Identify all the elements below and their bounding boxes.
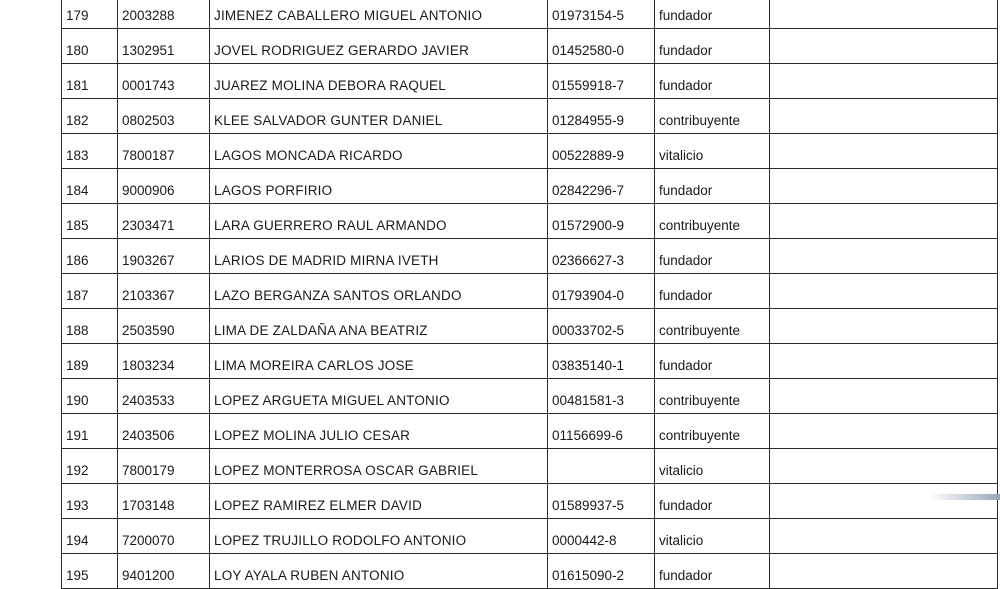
empty-cell xyxy=(770,484,998,519)
document-number: 02366627-3 xyxy=(548,239,655,274)
document-number: 01572900-9 xyxy=(548,204,655,239)
document-number: 03835140-1 xyxy=(548,344,655,379)
member-type: fundador xyxy=(655,484,770,519)
member-type: fundador xyxy=(655,29,770,64)
table-row xyxy=(62,344,998,379)
empty-cell xyxy=(770,554,998,589)
empty-cell xyxy=(770,274,998,309)
empty-cell xyxy=(770,344,998,379)
member-type: contribuyente xyxy=(655,204,770,239)
empty-cell xyxy=(770,309,998,344)
member-name: LARA GUERRERO RAUL ARMANDO xyxy=(210,204,548,239)
member-type: fundador xyxy=(655,554,770,589)
member-type: contribuyente xyxy=(655,414,770,449)
member-type: vitalicio xyxy=(655,519,770,554)
member-type: contribuyente xyxy=(655,99,770,134)
document-number: 01615090-2 xyxy=(548,554,655,589)
row-number: 187 xyxy=(62,274,118,309)
member-name: JUAREZ MOLINA DEBORA RAQUEL xyxy=(210,64,548,99)
member-name: JIMENEZ CABALLERO MIGUEL ANTONIO xyxy=(210,0,548,29)
document-number: 01589937-5 xyxy=(548,484,655,519)
row-number: 184 xyxy=(62,169,118,204)
member-code: 0001743 xyxy=(118,64,210,99)
member-code: 7800179 xyxy=(118,449,210,484)
row-number: 180 xyxy=(62,29,118,64)
row-number: 185 xyxy=(62,204,118,239)
row-number: 193 xyxy=(62,484,118,519)
member-type: fundador xyxy=(655,0,770,29)
empty-cell xyxy=(770,379,998,414)
empty-cell xyxy=(770,449,998,484)
member-code: 1703148 xyxy=(118,484,210,519)
document-number: 00481581-3 xyxy=(548,379,655,414)
empty-cell xyxy=(770,239,998,274)
document-number: 01452580-0 xyxy=(548,29,655,64)
row-number: 179 xyxy=(62,0,118,29)
member-name: JOVEL RODRIGUEZ GERARDO JAVIER xyxy=(210,29,548,64)
document-number: 00033702-5 xyxy=(548,309,655,344)
member-type: fundador xyxy=(655,274,770,309)
empty-cell xyxy=(770,204,998,239)
member-code: 2303471 xyxy=(118,204,210,239)
row-number: 195 xyxy=(62,554,118,589)
empty-cell xyxy=(770,414,998,449)
member-name: LOY AYALA RUBEN ANTONIO xyxy=(210,554,548,589)
table-row xyxy=(62,239,998,274)
table-row xyxy=(62,484,998,519)
empty-cell xyxy=(770,64,998,99)
member-table-body xyxy=(62,0,998,589)
table-row xyxy=(62,309,998,344)
member-code: 9000906 xyxy=(118,169,210,204)
table-row xyxy=(62,379,998,414)
member-name: LAGOS MONCADA RICARDO xyxy=(210,134,548,169)
table-row xyxy=(62,64,998,99)
document-number: 0000442-8 xyxy=(548,519,655,554)
document-number: 01559918-7 xyxy=(548,64,655,99)
member-code: 1302951 xyxy=(118,29,210,64)
empty-cell xyxy=(770,169,998,204)
table-row xyxy=(62,29,998,64)
member-type: fundador xyxy=(655,169,770,204)
member-type: fundador xyxy=(655,239,770,274)
row-number: 189 xyxy=(62,344,118,379)
empty-cell xyxy=(770,519,998,554)
member-name: LAGOS PORFIRIO xyxy=(210,169,548,204)
empty-cell xyxy=(770,29,998,64)
table-row xyxy=(62,169,998,204)
row-number: 192 xyxy=(62,449,118,484)
member-name: LOPEZ RAMIREZ ELMER DAVID xyxy=(210,484,548,519)
table-row xyxy=(62,134,998,169)
scan-edge-mark xyxy=(930,494,1000,500)
table-row xyxy=(62,414,998,449)
member-name: LOPEZ ARGUETA MIGUEL ANTONIO xyxy=(210,379,548,414)
member-code: 9401200 xyxy=(118,554,210,589)
member-type: vitalicio xyxy=(655,134,770,169)
member-name: KLEE SALVADOR GUNTER DANIEL xyxy=(210,99,548,134)
document-number: 00522889-9 xyxy=(548,134,655,169)
member-code: 2403506 xyxy=(118,414,210,449)
row-number: 182 xyxy=(62,99,118,134)
member-type: fundador xyxy=(655,64,770,99)
document-number xyxy=(548,449,655,484)
document-number: 01156699-6 xyxy=(548,414,655,449)
row-number: 181 xyxy=(62,64,118,99)
member-code: 1803234 xyxy=(118,344,210,379)
member-type: fundador xyxy=(655,344,770,379)
member-code: 1903267 xyxy=(118,239,210,274)
member-name: LOPEZ MOLINA JULIO CESAR xyxy=(210,414,548,449)
row-number: 194 xyxy=(62,519,118,554)
member-name: LIMA MOREIRA CARLOS JOSE xyxy=(210,344,548,379)
member-name: LIMA DE ZALDAÑA ANA BEATRIZ xyxy=(210,309,548,344)
document-number: 02842296-7 xyxy=(548,169,655,204)
empty-cell xyxy=(770,0,998,29)
member-name: LAZO BERGANZA SANTOS ORLANDO xyxy=(210,274,548,309)
document-number: 01973154-5 xyxy=(548,0,655,29)
empty-cell xyxy=(770,99,998,134)
table-row xyxy=(62,519,998,554)
table-row xyxy=(62,204,998,239)
table-row xyxy=(62,0,998,29)
empty-cell xyxy=(770,134,998,169)
member-code: 2003288 xyxy=(118,0,210,29)
table-row xyxy=(62,449,998,484)
row-number: 191 xyxy=(62,414,118,449)
member-code: 7800187 xyxy=(118,134,210,169)
document-number: 01284955-9 xyxy=(548,99,655,134)
member-name: LOPEZ TRUJILLO RODOLFO ANTONIO xyxy=(210,519,548,554)
member-code: 2103367 xyxy=(118,274,210,309)
table-row xyxy=(62,274,998,309)
member-code: 0802503 xyxy=(118,99,210,134)
table-row xyxy=(62,99,998,134)
member-code: 7200070 xyxy=(118,519,210,554)
member-code: 2403533 xyxy=(118,379,210,414)
member-type: vitalicio xyxy=(655,449,770,484)
member-name: LOPEZ MONTERROSA OSCAR GABRIEL xyxy=(210,449,548,484)
member-name: LARIOS DE MADRID MIRNA IVETH xyxy=(210,239,548,274)
member-table xyxy=(61,0,998,589)
table-row xyxy=(62,554,998,589)
row-number: 188 xyxy=(62,309,118,344)
row-number: 190 xyxy=(62,379,118,414)
row-number: 183 xyxy=(62,134,118,169)
document-number: 01793904-0 xyxy=(548,274,655,309)
member-type: contribuyente xyxy=(655,309,770,344)
member-code: 2503590 xyxy=(118,309,210,344)
member-type: contribuyente xyxy=(655,379,770,414)
row-number: 186 xyxy=(62,239,118,274)
